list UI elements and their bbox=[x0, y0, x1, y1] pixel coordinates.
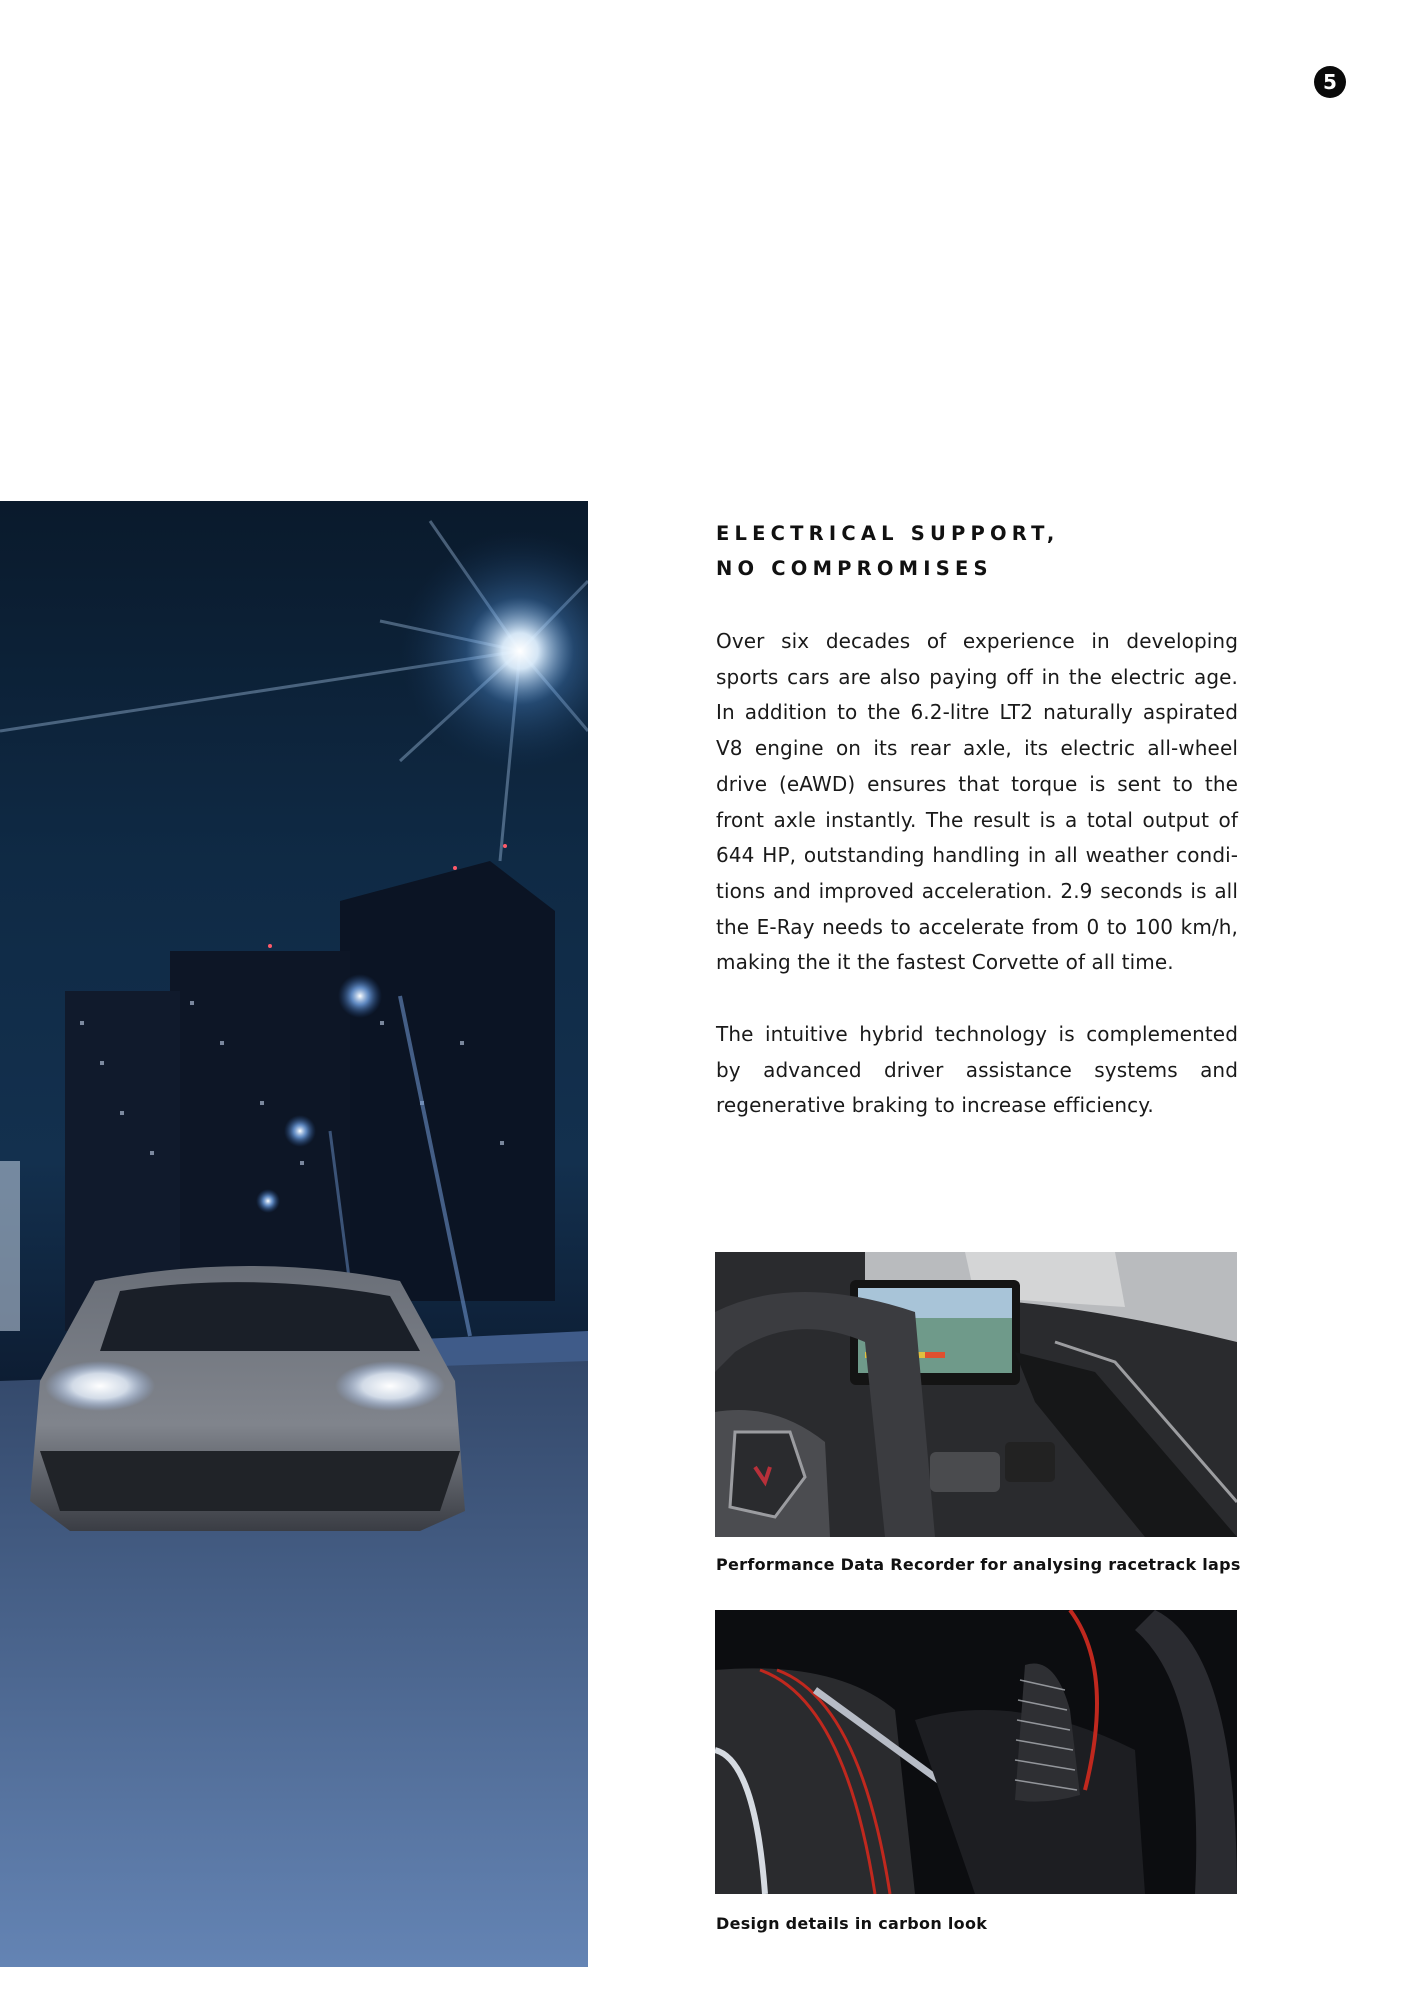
page-number-badge bbox=[1314, 66, 1346, 98]
hero-illustration bbox=[0, 501, 588, 1967]
cockpit-illustration bbox=[715, 1252, 1237, 1537]
paragraph-1: Over six decades of experience in developing sports cars are also paying off in the electric age. In addition to the 6.2-litre LT2 naturally aspirated V8 engine on its rear axle, its electric all-wheel drive (eAWD) ensures that torque is sent to the front axle instantly. The result is a total output of 644 HP, outstanding handling in all weather conditions and improved acceleration. 2.9 seconds is all the E-Ray needs to accelerate from 0 to 100 km/h, making the it the fastest Corvette of all time. bbox=[716, 629, 1238, 975]
heading-line-2: NO COMPROMISES bbox=[716, 557, 993, 580]
hero-image bbox=[0, 501, 588, 1967]
cockpit-caption: Performance Data Recorder for analysing racetrack laps bbox=[716, 1555, 1241, 1574]
carbon-paddle-illustration bbox=[715, 1610, 1237, 1894]
page-number: 5 bbox=[1323, 70, 1337, 94]
article bbox=[716, 516, 1238, 1124]
carbon-paddle-photo bbox=[715, 1610, 1237, 1894]
heading-line-1: ELECTRICAL SUPPORT, bbox=[716, 522, 1060, 545]
section-heading bbox=[716, 516, 1238, 586]
cockpit-photo bbox=[715, 1252, 1237, 1537]
carbon-caption: Design details in carbon look bbox=[716, 1914, 988, 1933]
paragraph-2: The intuitive hybrid technology is complemented by advanced driver assistance systems and regenerative braking to increase efficiency. bbox=[716, 1022, 1238, 1118]
